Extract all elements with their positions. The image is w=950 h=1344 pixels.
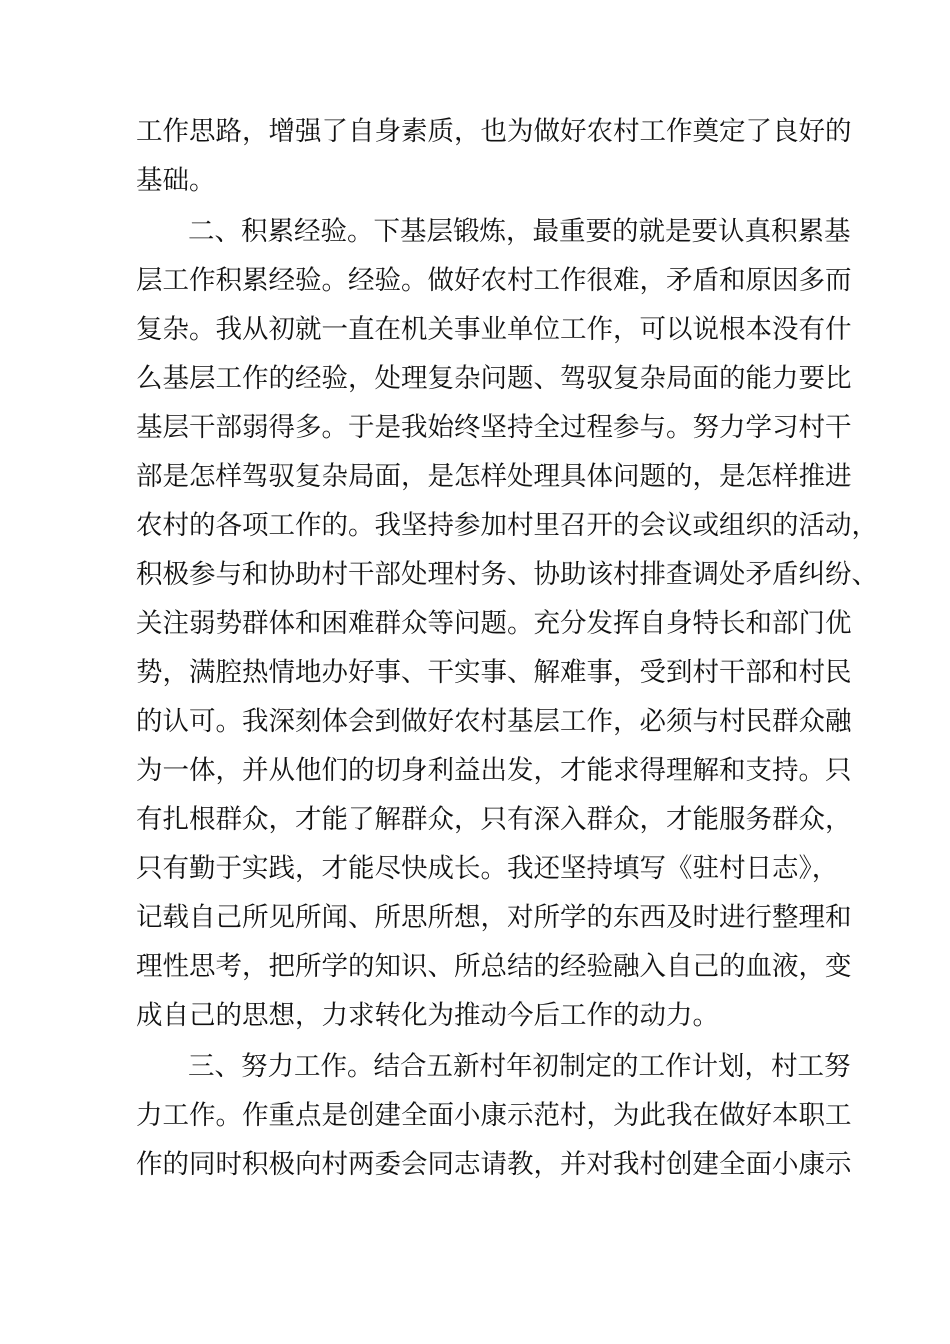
text-line: 关注弱势群体和困难群众等问题。充分发挥自身特长和部门优 — [136, 608, 852, 639]
text-line: 基层干部弱得多。于是我始终坚持全过程参与。努力学习村干 — [136, 412, 852, 443]
text-line: 势，满腔热情地办好事、干实事、解难事，受到村干部和村民 — [136, 657, 852, 688]
text-line: 层工作积累经验。经验。做好农村工作很难，矛盾和原因多而 — [136, 265, 852, 296]
text-line: 记载自己所见所闻、所思所想，对所学的东西及时进行整理和 — [136, 902, 852, 933]
text-line: 理性思考，把所学的知识、所总结的经验融入自己的血液，变 — [136, 951, 852, 982]
text-line: 工作思路，增强了自身素质，也为做好农村工作奠定了良好的 — [136, 116, 852, 147]
text-line: 作的同时积极向村两委会同志请教，并对我村创建全面小康示 — [136, 1149, 852, 1180]
text-line: 只有勤于实践，才能尽快成长。我还坚持填写《驻村日志》， — [136, 853, 839, 884]
text-line: 的认可。我深刻体会到做好农村基层工作，必须与村民群众融 — [136, 706, 852, 737]
text-line: 三、努力工作。结合五新村年初制定的工作计划，村工努 — [188, 1051, 851, 1082]
text-line: 为一体，并从他们的切身利益出发，才能求得理解和支持。只 — [136, 755, 852, 786]
text-line: 二、积累经验。下基层锻炼，最重要的就是要认真积累基 — [188, 216, 851, 247]
text-line: 复杂。我从初就一直在机关事业单位工作，可以说根本没有什 — [136, 314, 852, 345]
text-line: 力工作。作重点是创建全面小康示范村，为此我在做好本职工 — [136, 1100, 852, 1131]
text-line: 基础。 — [136, 165, 216, 196]
text-line: 有扎根群众，才能了解群众，只有深入群众，才能服务群众， — [136, 804, 852, 835]
text-line: 么基层工作的经验，处理复杂问题、驾驭复杂局面的能力要比 — [136, 363, 852, 394]
text-line: 部是怎样驾驭复杂局面，是怎样处理具体问题的，是怎样推进 — [136, 461, 852, 492]
text-line: 成自己的思想，力求转化为推动今后工作的动力。 — [136, 1000, 719, 1031]
text-line: 积极参与和协助村干部处理村务、协助该村排查调处矛盾纠纷、 — [136, 559, 878, 590]
text-line: 农村的各项工作的。我坚持参加村里召开的会议或组织的活动， — [136, 510, 878, 541]
